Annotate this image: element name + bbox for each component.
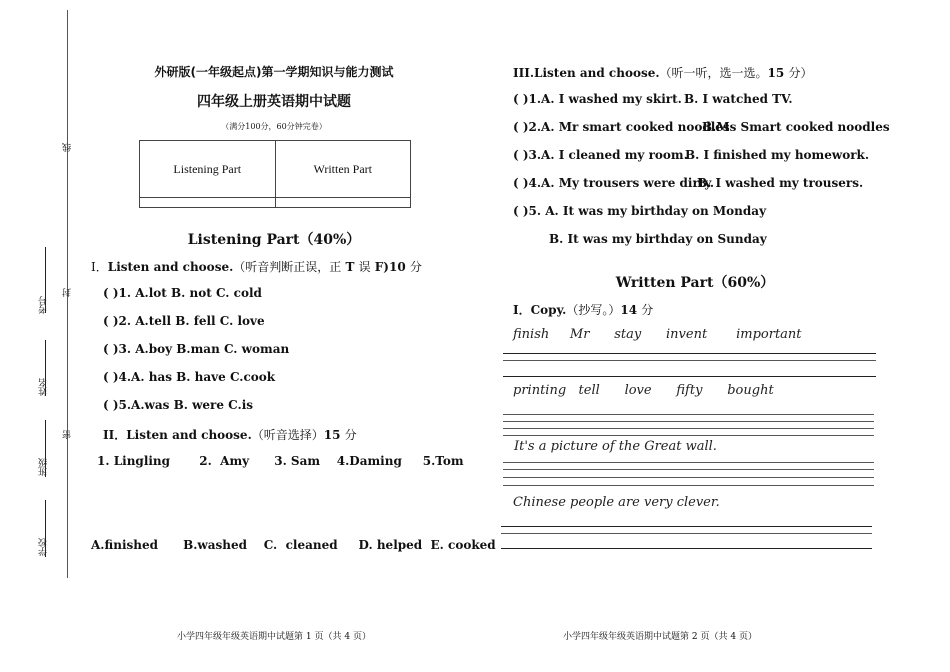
margin-field-school: 学校 [39,538,49,556]
section3-item-1-a[interactable]: ( )1.A. I washed my skirt. [513,92,682,106]
section3-item-3-a[interactable]: ( )3.A. I cleaned my room. [513,148,688,162]
section1-item-1[interactable]: ( )1. A.lot B. not C. cold [103,286,262,300]
score-table [139,140,411,208]
section2-title-en: Listen and choose. [126,428,252,442]
score-cell-written[interactable] [275,198,411,208]
score-header-written: Written Part [275,141,411,198]
copy-model-4: Chinese people are very clever. [513,495,720,510]
section3-unit: 分） [788,66,813,80]
section3-item-3-b[interactable]: B. I finished my homework. [685,148,870,162]
section1-prefix: I． [91,260,108,274]
exam-no-blank[interactable] [45,247,46,313]
writing-line [501,526,872,527]
section3-item-4-b[interactable]: B. I washed my trousers. [697,176,864,190]
writing-line [503,376,876,377]
margin-char-line: 线 [63,143,73,152]
section3-item-5-a[interactable]: ( )5. A. It was my birthday on Monday [513,204,767,218]
listening-heading: Listening Part（40%） [187,232,361,248]
section1-title-en: Listen and choose. [107,260,234,274]
writing-line [503,360,876,361]
section1-title-cn: （听音判断正误，正 [233,260,342,274]
margin-char-seal: 封 [63,288,73,297]
exam-note: （满分100分，60分钟完卷） [221,122,327,131]
score-cell-listening[interactable] [140,198,276,208]
writing-line [501,533,872,534]
section1-title-unit: 分 [409,260,422,274]
section3-title-cn: （听一听，选一选。 [659,66,768,80]
copy-score: 14 [620,303,642,317]
school-blank[interactable] [45,500,46,557]
writing-line [503,477,874,478]
section1-item-2[interactable]: ( )2. A.tell B. fell C. love [103,314,265,328]
margin-field-class: 班级 [39,458,49,476]
copy-unit: 分 [641,303,654,317]
writing-line [503,469,874,470]
section2-score: 15 [323,428,345,442]
exam-subtitle: 四年级上册英语期中试题 [197,94,351,110]
writing-line [503,485,874,486]
section1-item-4[interactable]: ( )4.A. has B. have C.cook [103,370,276,384]
copy-model-2: printing tell love fifty bought [513,383,774,398]
margin-field-exam-no: 考号 [39,296,49,314]
written-heading: Written Part（60%） [615,275,775,291]
writing-line [503,462,874,463]
writing-line [503,414,874,415]
section3-item-2-b[interactable]: B.Ms Smart cooked noodles [702,120,890,134]
section1-title-f: F)10 [370,260,410,274]
copy-model-1: finish Mr stay invent important [513,327,802,342]
writing-line [503,428,874,429]
section3-item-4-a[interactable]: ( )4.A. My trousers were dirty. [513,176,715,190]
section1-title [91,258,422,275]
writing-line [501,548,872,549]
section2-title [103,426,357,443]
section3-title-en: III.Listen and choose. [513,66,660,80]
margin-char-secret: 密 [63,430,73,439]
left-footer: 小学四年级年级英语期中试题第 1 页（共 4 页） [177,632,371,642]
writing-line [503,353,876,354]
section1-item-3[interactable]: ( )3. A.boy B.man C. woman [103,342,290,356]
section3-title [513,64,812,81]
section2-unit: 分 [344,428,357,442]
copy-title [513,301,653,318]
section3-score: 15 [767,66,789,80]
exam-title: 外研版(一年级起点)第一学期知识与能力测试 [154,65,394,79]
class-blank[interactable] [45,420,46,477]
copy-title-en: Copy. [530,303,567,317]
section2-names: 1. Lingling 2. Amy 3. Sam 4.Daming 5.Tom [97,454,464,468]
score-header-listening: Listening Part [140,141,276,198]
section2-title-cn: （听音选择） [251,428,324,442]
writing-line [503,435,874,436]
section3-item-1-b[interactable]: B. I watched TV. [684,92,793,106]
section3-item-2-a[interactable]: ( )2.A. Mr smart cooked noodles [513,120,730,134]
name-blank[interactable] [45,340,46,396]
section1-item-5[interactable]: ( )5.A.was B. were C.is [103,398,254,412]
copy-title-cn: （抄写。） [566,303,621,317]
section2-prefix: II． [103,428,127,442]
section1-title-t: T [341,260,359,274]
right-footer: 小学四年级年级英语期中试题第 2 页（共 4 页） [563,632,757,642]
copy-model-3: It's a picture of the Great wall. [514,439,717,454]
section3-item-5-b[interactable]: B. It was my birthday on Sunday [549,232,767,246]
margin-field-name: 姓名 [39,378,49,396]
section1-title-cn2: 误 [358,260,371,274]
copy-prefix: I． [513,303,531,317]
writing-line [503,421,874,422]
section2-options: A.finished B.washed C. cleaned D. helped E. cooked [91,538,496,552]
